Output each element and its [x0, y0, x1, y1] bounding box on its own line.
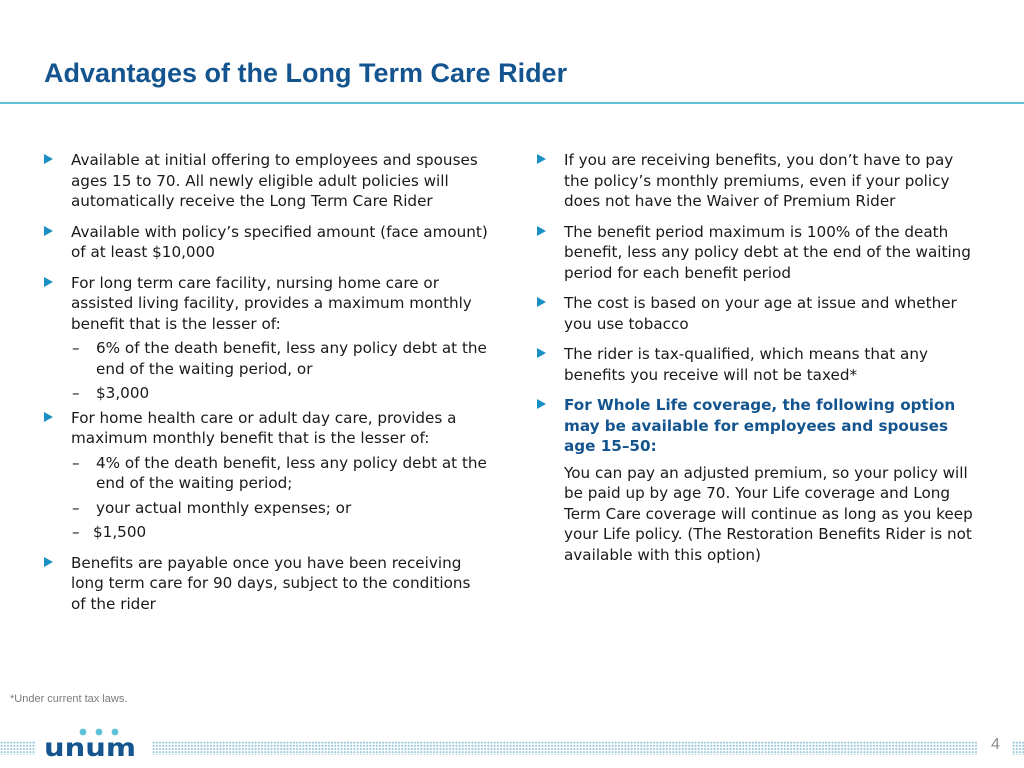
sub-item-text: your actual monthly expenses; or [96, 498, 352, 517]
dash-marker: – [72, 339, 80, 357]
dash-marker: – [72, 498, 80, 517]
footer-dot-band [152, 741, 977, 755]
bullet-item [44, 408, 489, 449]
bullet-arrow-icon [44, 557, 53, 567]
footer-dot-band-right [1012, 741, 1024, 755]
bullet-item [44, 150, 489, 212]
dash-marker: – [72, 453, 80, 472]
bullet-item [537, 344, 977, 385]
bullet-item [44, 222, 489, 263]
bullet-text: The rider is tax-qualified, which means that any benefits you receive will not be taxed* [564, 345, 928, 384]
dash-marker: – [72, 523, 80, 541]
sub-item [44, 338, 489, 379]
sub-item [44, 498, 489, 519]
logo-wordmark: unum [44, 733, 136, 758]
bullet-arrow-icon [537, 348, 546, 358]
bullet-arrow-icon [537, 297, 546, 307]
sub-item [44, 383, 489, 404]
bullet-item [537, 293, 977, 334]
bullet-item [537, 395, 977, 457]
right-column [537, 150, 977, 565]
sub-item-text: 6% of the death benefit, less any policy debt at the end of the waiting period, or [96, 339, 487, 378]
highlight-text: For Whole Life coverage, the following option may be available for employees and spouses age 15–50: [564, 396, 956, 455]
bullet-arrow-icon [44, 412, 53, 422]
sub-item [44, 522, 489, 543]
left-column [44, 150, 489, 624]
sub-item-text: 4% of the death benefit, less any policy debt at the end of the waiting period; [96, 453, 487, 492]
bullet-arrow-icon [537, 154, 546, 164]
footnote: *Under current tax laws. [10, 693, 128, 705]
bullet-item [44, 273, 489, 335]
slide-title: Advantages of the Long Term Care Rider [44, 58, 568, 88]
bullet-item [537, 150, 977, 212]
bullet-item [44, 553, 489, 615]
bullet-item [537, 222, 977, 284]
bullet-arrow-icon [44, 277, 53, 287]
bullet-paragraph: You can pay an adjusted premium, so your policy will be paid up by age 70. Your Life coverage and Long Term Care coverage will continue as long as you keep your Life policy. (The Restoration Benefits Rider is not available with this option) [564, 463, 973, 564]
bullet-text: The benefit period maximum is 100% of the death benefit, less any policy debt at the end of the waiting period for each benefit period [564, 222, 971, 282]
page-number: 4 [991, 736, 1000, 753]
bullet-text: Benefits are payable once you have been receiving long term care for 90 days, subject to the conditions of the rider [71, 553, 471, 613]
title-divider [0, 102, 1024, 104]
bullet-arrow-icon [537, 226, 546, 236]
bullet-text: If you are receiving benefits, you don’t have to pay the policy’s monthly premiums, even if your policy does not have the Waiver of Premium Rider [564, 151, 954, 210]
bullet-text: Available at initial offering to employees and spouses ages 15 to 70. All newly eligible adult policies will automatically receive the Long Term Care Rider [71, 151, 478, 210]
bullet-arrow-icon [44, 226, 53, 236]
bullet-text: For long term care facility, nursing home care or assisted living facility, provides a maximum monthly benefit that is the lesser of: [71, 273, 472, 333]
unum-logo [44, 728, 138, 758]
dash-marker: – [72, 384, 80, 402]
bullet-arrow-icon [537, 399, 546, 409]
sub-item-text: $1,500 [93, 523, 147, 541]
footer-dot-band-left [0, 741, 36, 755]
sub-item [44, 453, 489, 494]
bullet-arrow-icon [44, 154, 53, 164]
bullet-text: Available with policy’s specified amount (face amount) of at least $10,000 [71, 222, 488, 261]
bullet-text: The cost is based on your age at issue and whether you use tobacco [564, 294, 957, 333]
bullet-text: For home health care or adult day care, provides a maximum monthly benefit that is the lesser of: [71, 408, 457, 447]
sub-item-text: $3,000 [96, 384, 150, 402]
